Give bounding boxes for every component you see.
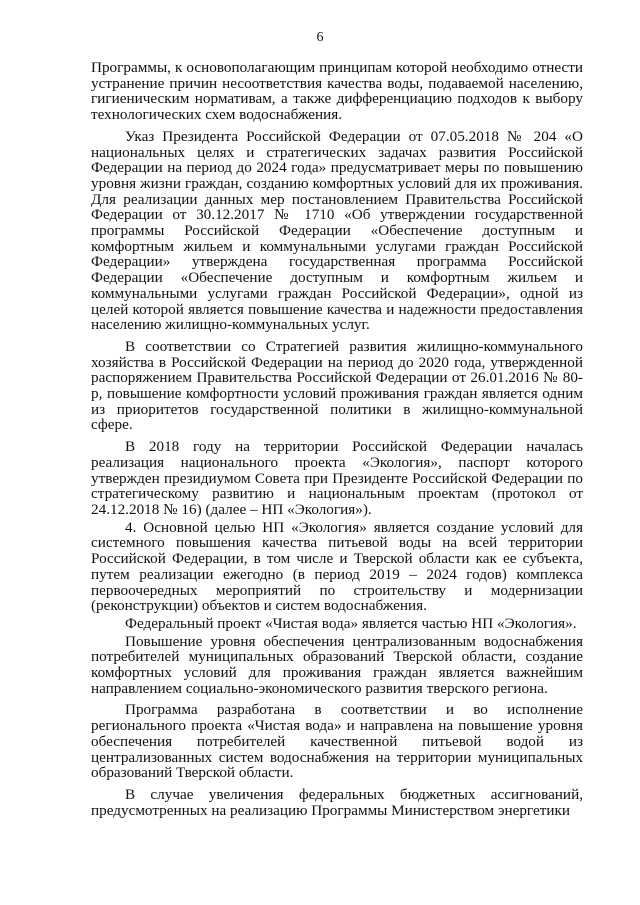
paragraph-presidential-decree: Указ Президента Российской Федерации от 07.05.2018 № 204 «О национальных целях и стратегических задачах развития Российской Федерации на период до 2024 года» предусматривает меры по повышению уровня жизни граждан, созданию комфортных условий для их проживания. Для реализации данных мер постановлением Правительства Российской Федерации от 30.12.2017 № 1710 «Об утверждении государственной программы Российской Федерации «Обеспечение доступным и комфортным жильем и коммунальными услугами граждан Российской Федерации» утверждена государственная программа Российской Федерации «Обеспечение доступным и комфортным жильем и коммунальными услугами граждан Российской Федерации», одной из целей которой является повышение качества и надежности предоставления населению жилищно-коммунальных услуг. [91, 127, 583, 334]
paragraph-housing-strategy: В соответствии со Стратегией развития жилищно-коммунального хозяйства в Российской Федерации на период до 2020 года, утвержденной распоряжением Правительства Российской Федерации от 26.01.2016 № 80-р, повышение комфортности условий проживания граждан является одним из приоритетов государственной политики в жилищно-коммунальной сфере. [91, 337, 583, 434]
document-body [91, 60, 583, 824]
paragraph-program-developed: Программа разработана в соответствии и во исполнение регионального проекта «Чистая вода» и направлена на повышение уровня обеспечения потребителей качественной питьевой водой из централизованных систем водоснабжения на территории муниципальных образований Тверской области. [91, 701, 583, 782]
page-number: 6 [316, 30, 324, 45]
paragraph-federal-budget: В случае увеличения федеральных бюджетных ассигнований, предусмотренных на реализацию Программы Министерством энергетики [91, 785, 583, 819]
paragraph-project-goal: 4. Основной целью НП «Экология» является создание условий для системного повышения качества питьевой воды на всей территории Российской Федерации, в том числе и Тверской области как ее субъекта, путем реализации ежегодно (в период 2019 – 2024 годов) комплекса первоочередных мероприятий по строительству и модернизации (реконструкции) объектов и систем водоснабжения. [91, 518, 583, 615]
paragraph-water-supply-improvement: Повышение уровня обеспечения централизованным водоснабжения потребителей муниципальных образований Тверской области, создание комфортных условий для проживания граждан является важнейшим направлением социально-экономического развития тверского региона. [91, 632, 583, 697]
paragraph-clean-water-part: Федеральный проект «Чистая вода» является частью НП «Экология». [125, 614, 577, 632]
paragraph-program-principles: Программы, к основополагающим принципам которой необходимо отнести устранение причин несоответствия качества воды, подаваемой населению, гигиеническим нормативам, а также дифференциацию подходов к выбору технологических схем водоснабжения. [91, 59, 583, 124]
paragraph-national-project-ecology: В 2018 году на территории Российской Федерации началась реализация национального проекта «Экология», паспорт которого утвержден президиумом Совета при Президенте Российской Федерации по стратегическому развитию и национальным проектам (протокол от 24.12.2018 № 16) (далее – НП «Экология»). [91, 438, 583, 518]
